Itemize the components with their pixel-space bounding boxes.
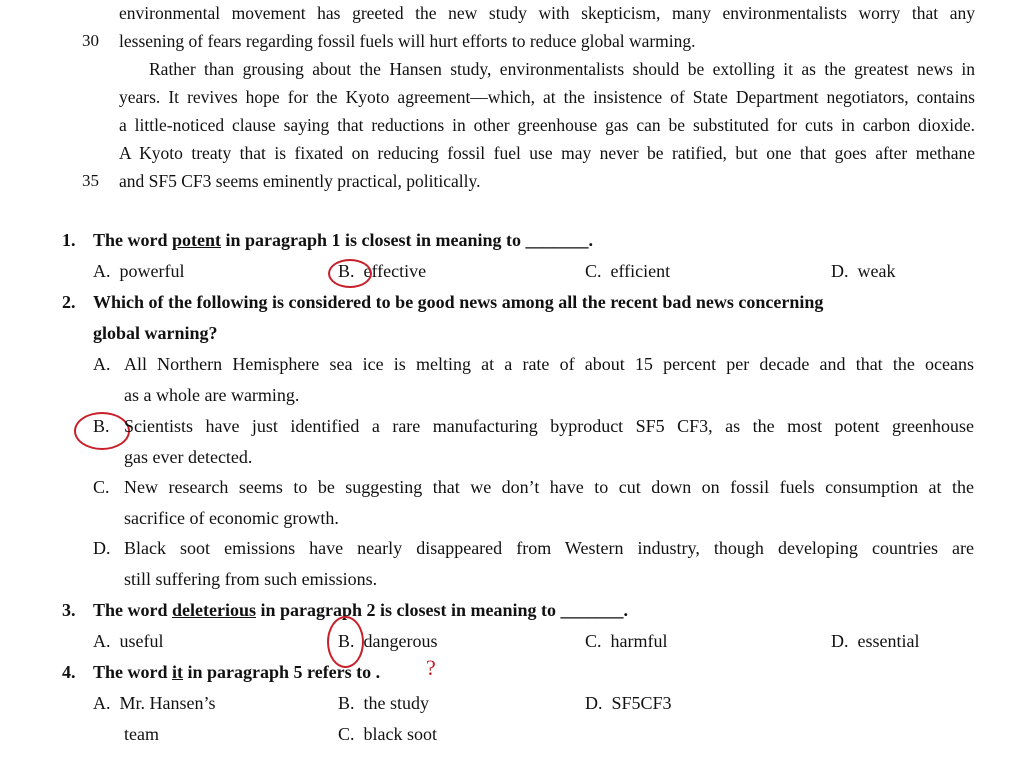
question-mark-annotation: ? <box>426 655 436 680</box>
question-number: 4. <box>62 662 76 682</box>
passage-line: lessening of fears regarding fossil fuels will hurt efforts to reduce global warming. <box>119 31 696 51</box>
question-text: The word it in paragraph 5 refers to . <box>93 662 381 682</box>
option-b[interactable]: gas ever detected. <box>124 447 253 467</box>
question-text: global warning? <box>93 323 218 343</box>
passage-line: A Kyoto treaty that is fixated on reducing fossil fuel use may never be ratified, but one that goes after methane <box>119 143 975 163</box>
option-b[interactable]: B. effective <box>338 261 427 281</box>
question-text: Which of the following is considered to be good news among all the recent bad news concerning <box>93 292 824 312</box>
keyword: deleterious <box>172 600 256 620</box>
option-d[interactable]: Black soot emissions have nearly disappeared from Western industry, though developing countries are <box>124 538 974 558</box>
option-a[interactable]: as a whole are warming. <box>124 385 300 405</box>
option-a-continued[interactable]: team <box>124 724 159 744</box>
option-a[interactable]: A. Mr. Hansen’s <box>93 693 216 713</box>
option-d[interactable]: D. SF5CF3 <box>585 693 672 713</box>
passage-line: a little-noticed clause saying that reductions in other greenhouse gas can be substituted for cuts in carbon dioxide. <box>119 115 975 135</box>
option-c[interactable]: C. black soot <box>338 724 438 744</box>
answer-blank: _______ <box>525 230 589 250</box>
question-text: The word deleterious in paragraph 2 is closest in meaning to _______. <box>93 600 629 620</box>
option-d[interactable]: D. weak <box>831 261 896 281</box>
option-a[interactable]: A. powerful <box>93 261 185 281</box>
option-c[interactable]: sacrifice of economic growth. <box>124 508 339 528</box>
question-number: 1. <box>62 230 76 250</box>
option-c-letter[interactable]: C. <box>93 477 110 497</box>
option-c[interactable]: C. harmful <box>585 631 668 651</box>
answer-circle-mark <box>74 412 130 450</box>
passage-line: Rather than grousing about the Hansen study, environmentalists should be extolling it as the greatest news in <box>149 59 975 79</box>
line-number: 30 <box>82 31 99 50</box>
option-b[interactable]: Scientists have just identified a rare manufacturing byproduct SF5 CF3, as the most potent greenhouse <box>124 416 974 436</box>
question-text: The word potent in paragraph 1 is closest in meaning to _______. <box>93 230 594 250</box>
option-c[interactable]: C. efficient <box>585 261 671 281</box>
answer-circle-mark <box>328 259 372 288</box>
line-number: 35 <box>82 171 99 190</box>
answer-circle-mark <box>327 616 364 668</box>
option-d-letter[interactable]: D. <box>93 538 111 558</box>
option-a-letter[interactable]: A. <box>93 354 111 374</box>
option-b-letter[interactable]: B. <box>93 416 110 436</box>
option-b[interactable]: B. dangerous <box>338 631 438 651</box>
answer-blank: _______ <box>560 600 624 620</box>
keyword: it <box>172 662 184 682</box>
option-d[interactable]: D. essential <box>831 631 920 651</box>
passage-line: years. It revives hope for the Kyoto agreement—which, at the insistence of State Department negotiators, contains <box>119 87 975 107</box>
passage-line: and SF5 CF3 seems eminently practical, politically. <box>119 171 481 191</box>
passage-line: environmental movement has greeted the new study with skepticism, many environmentalists worry that any <box>119 3 975 23</box>
option-c[interactable]: New research seems to be suggesting that we don’t have to cut down on fossil fuels consumption at the <box>124 477 974 497</box>
keyword: potent <box>172 230 222 250</box>
option-a[interactable]: A. useful <box>93 631 164 651</box>
option-d[interactable]: still suffering from such emissions. <box>124 569 378 589</box>
question-number: 2. <box>62 292 76 312</box>
question-number: 3. <box>62 600 76 620</box>
option-b[interactable]: B. the study <box>338 693 430 713</box>
option-a[interactable]: All Northern Hemisphere sea ice is melting at a rate of about 15 percent per decade and that the oceans <box>124 354 974 374</box>
